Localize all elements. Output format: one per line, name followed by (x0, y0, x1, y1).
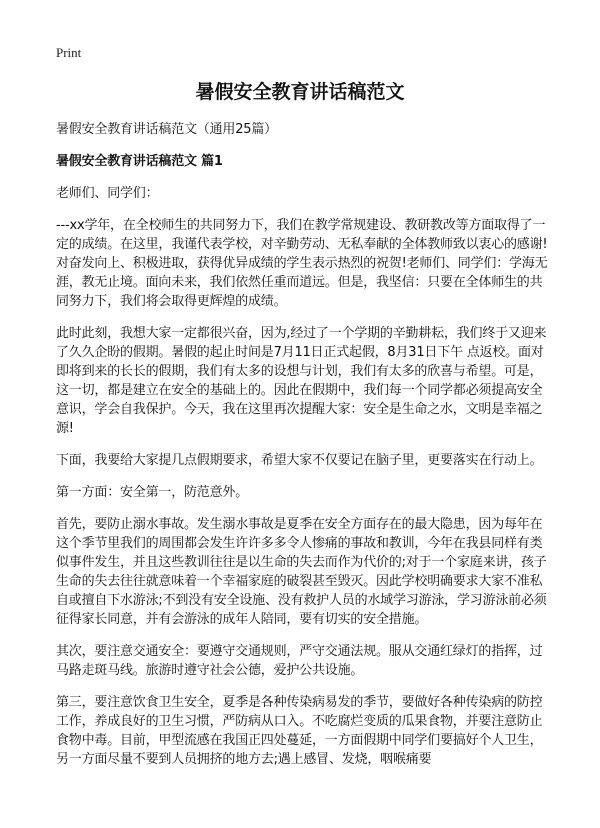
paragraph: 下面，我要给大家提几点假期要求，希望大家不仅要记在脑子里，更要落实在行动上。 (56, 453, 543, 468)
paragraph: 首先，要防止溺水事故。发生溺水事故是夏季在安全方面存在的最大隐患，因为每年在这个季节里我们的周围都会发生许许多多令人惨痛的事故和教训，今年在我县同样有类似事件发生，并且这些教训往往是以生命的失去而作为代价的;对于一个家庭来讲，孩子生命的失去往往就意味着一个幸福家庭的破裂甚至毁灭。因此学校明确要求大家不准私自或擅自下水游泳;不到没有安全设施、没有救护人员的水域学习游泳，学习游泳前必须征得家长同意，并有会游泳的成年人陪同，要有切实的安全措施。 (56, 517, 547, 627)
document-subtitle: 暑假安全教育讲话稿范文（通用25篇） (56, 122, 277, 137)
paragraph: 其次，要注意交通安全：要遵守交通规则，严守交通法规。服从交通红绿灯的指挥，过马路走斑马线。旅游时遵守社会公德，爱护公共设施。 (56, 644, 543, 678)
paragraph: 第三，要注意饮食卫生安全，夏季是各种传染病易发的季节，要做好各种传染病的防控工作，养成良好的卫生习惯，严防病从口入。不吃腐烂变质的瓜果食物，并要注意防止食物中毒。目前，甲型流感在我国正四处蔓延，一方面假期中同学们要搞好个人卫生，另一方面尽量不要到人员拥挤的地方去;遇上感冒、发烧，咽喉痛要 (56, 695, 543, 767)
paragraph: 此时此刻，我想大家一定都很兴奋，因为,经过了一个学期的辛勤耕耘，我们终于又迎来了久久企盼的假期。暑假的起止时间是7月11日正式起假，8月31日下午 点返校。面对即将到来的长长的假期，我们有太多的设想与计划，我们有太多的欣喜与希望。可是，这一切，都是建立在安全的基础上的。因此在假期中，我们每一个同学都必须提高安全意识，学会自我保护。今天，我在这里再次提醒大家：安全是生命之水，文明是幸福之源! (56, 326, 547, 436)
paragraph: 第一方面：安全第一，防范意外。 (56, 485, 249, 500)
section-heading: 暑假安全教育讲话稿范文 篇1 (56, 154, 223, 169)
paragraph-greeting: 老师们、同学们： (56, 186, 159, 201)
page-title: 暑假安全教育讲话稿范文 (195, 81, 405, 103)
paragraph: ---xx学年，在全校师生的共同努力下，我们在教学常规建设、教研教改等方面取得了一定的成绩。在这里，我谨代表学校，对辛勤劳动、无私奉献的全体教师致以衷心的感谢!对奋发向上、积极进取，获得优异成绩的学生表示热烈的祝贺!老师们、同学们：学海无涯，教无止境。面向未来，我们依然任重而道远。但是，我坚信：只要在全体师生的共同努力下，我们将会取得更辉煌的成绩。 (56, 218, 548, 309)
print-link[interactable]: Print (56, 45, 82, 60)
document-body (56, 120, 552, 782)
